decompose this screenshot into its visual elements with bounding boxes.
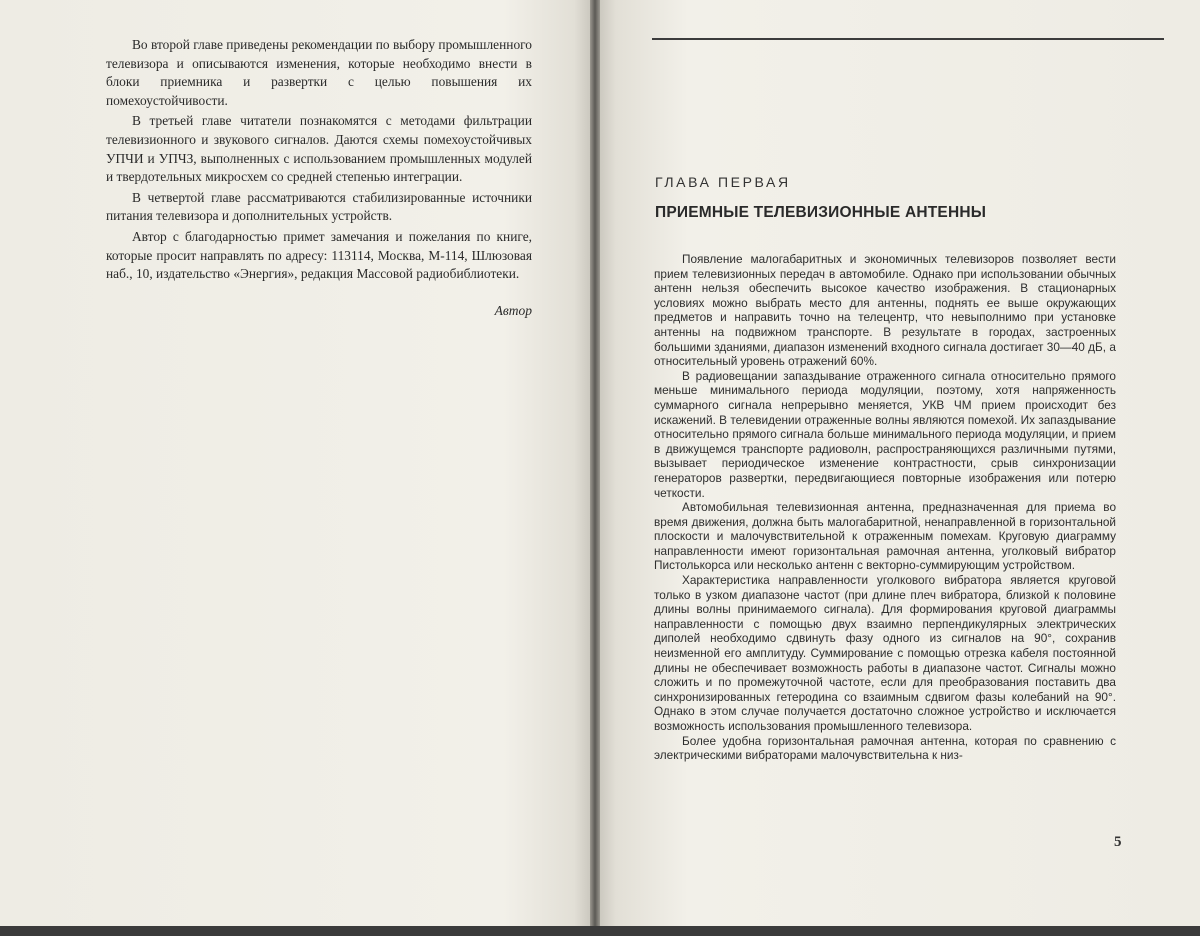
left-paragraph: Во второй главе приведены рекомендации по выбору промышленного телевизора и описываются изменения, которые необходимо внести в блоки приемника и развертки с целью повышения их помехоустойчивости. [106, 37, 532, 108]
header-rule [652, 38, 1164, 40]
body-paragraph: В радиовещании запаздывание отраженного сигнала относительно прямого меньше минимального периода модуляции, поэтому, хотя напряженность суммарного сигнала непрерывно меняется, УКВ ЧМ прием происходит без искажений. В телевидении отраженные волны являются помехой. Их запаздывание относительно прямого сигнала больше минимального периода модуляции, и прием в движущемся транспорте радиоволн, распространяющихся различными путями, вызывает периодическое изменение контрастности, срыв синхронизации генераторов развертки, передвигающиеся повторные изображения или потерю четкости. [654, 368, 1116, 500]
left-page-text [106, 36, 532, 286]
body-paragraph: Автомобильная телевизионная антенна, предназначенная для приема во время движения, должна быть малогабаритной, ненаправленной в горизонтальной плоскости и малочувствительной к отраженным помехам. Круговую диаграмму направленности имеют горизонтальная рамочная антенна, уголковый вибратор Пистолькорса или несколько антенн с векторно-суммирующим устройством. [654, 500, 1116, 573]
chapter-label: ГЛАВА ПЕРВАЯ [655, 174, 791, 190]
page-number: 5 [1114, 834, 1122, 850]
left-paragraph: В четвертой главе рассматриваются стабилизированные источники питания телевизора и дополнительных устройств. [106, 189, 532, 224]
right-page [598, 0, 1200, 928]
book-gutter [590, 0, 600, 936]
left-paragraph: В третьей главе читатели познакомятся с методами фильтрации телевизионного и звукового сигналов. Даются схемы помехоустойчивых УПЧИ и УПЧЗ, выполненных с использованием промышленных модулей и твердотельных микросхем со средней степенью интеграции. [106, 113, 532, 185]
left-paragraph: Автор с благодарностью примет замечания и пожелания по книге, которые просит направлять по адресу: 113114, Москва, М-114, Шлюзовая наб., 10, издательство «Энергия», редакция Массовой радиобиблиотеки. [106, 228, 532, 282]
author-signature: Автор [494, 303, 532, 318]
chapter-title: ПРИЕМНЫЕ ТЕЛЕВИЗИОННЫЕ АНТЕННЫ [655, 204, 987, 221]
body-paragraph: Более удобна горизонтальная рамочная антенна, которая по сравнению с электрическими вибраторами малочувствительна к низ- [654, 733, 1116, 763]
body-paragraph: Характеристика направленности уголкового вибратора является круговой только в узком диапазоне частот (при длине плеч вибратора, близкой к половине длины волны принимаемого сигнала). Для формирования круговой диаграммы направленности с помощью двух взаимно перпендикулярных электрических диполей необходимо сдвинуть фазу одного из сигналов на 90°, сохранив неизменной его амплитуду. Суммирование с помощью отрезка кабеля постоянной длины не обеспечивает возможность работы в диапазоне частот. Сигналы можно сложить и по промежуточной частоте, если для преобразования поставить два синхронизированных гетеродина со взаимным сдвигом фазы колебаний на 90°. Однако в этом случае получается достаточно сложное устройство и исключается возможность использования промышленного телевизора. [654, 573, 1116, 733]
body-paragraph: Появление малогабаритных и экономичных телевизоров позволяет вести прием телевизионных передач в автомобиле. Однако при использовании обычных антенн нельзя обеспечить высокое качество изображения. В стационарных условиях можно выбрать место для антенны, поднять ее выше окружающих предметов и направить точно на телецентр, что невыполнимо при установке антенны на подвижном транспорте. В результате в городах, застроенных большими зданиями, диапазон изменений входного сигнала достигает 30—40 дБ, а относительный уровень отражений 60%. [654, 252, 1116, 369]
chapter-body-text [654, 252, 1116, 763]
left-page [0, 0, 592, 928]
scan-bottom-edge [0, 926, 1200, 936]
